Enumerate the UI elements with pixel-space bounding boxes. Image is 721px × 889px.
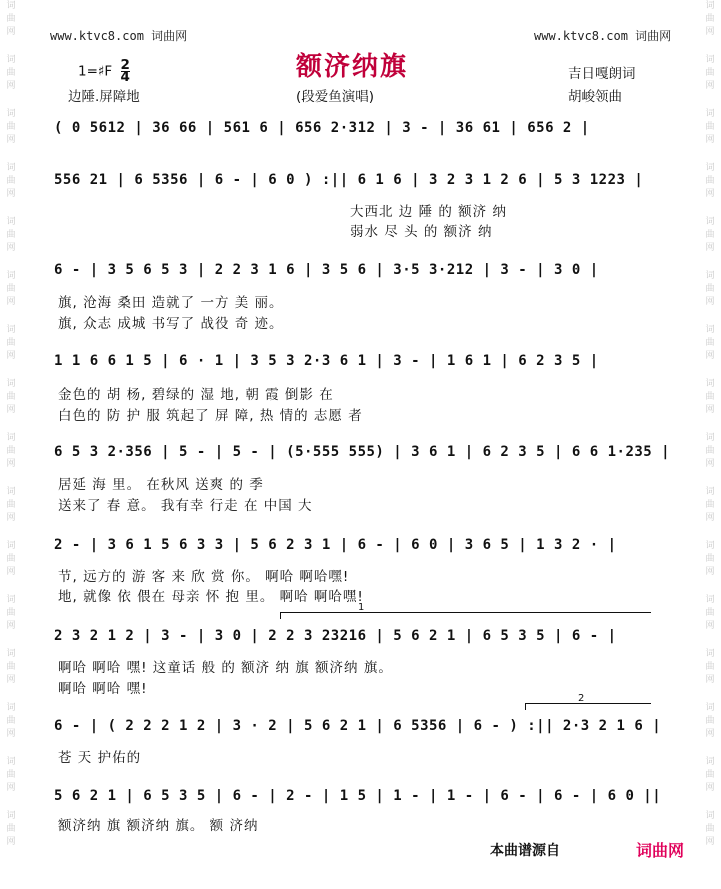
composer: 胡峻领曲 xyxy=(568,89,622,105)
watermark-glyph-group: 词 曲 网 xyxy=(6,163,16,199)
lyric-line-7a: 啊哈 啊哈 嘿! 这童话 般 的 额济 纳 旗 额济纳 旗。 xyxy=(58,660,393,676)
watermark-glyph-group: 词 曲 网 xyxy=(6,811,16,847)
watermark-glyph-group: 词 曲 网 xyxy=(705,595,715,631)
watermark-glyph-group: 词 曲 网 xyxy=(6,541,16,577)
region-label: 边陲.屏障地 xyxy=(68,89,140,105)
watermark-glyph-group: 词 曲 网 xyxy=(705,811,715,847)
lyric-line-7b: 啊哈 啊哈 嘿! xyxy=(58,681,148,697)
score-line-3: 6 - | 3 5 6 5 3 | 2 2 3 1 6 | 3 5 6 | 3·5 3·212 | 3 - | 3 0 | xyxy=(54,262,599,278)
watermark-glyph-group: 词 曲 网 xyxy=(705,379,715,415)
score-line-8: 6 - | ( 2 2 2 1 2 | 3 · 2 | 5 6 2 1 | 6 5356 | 6 - ) :|| 2·3 2 1 6 | xyxy=(54,718,662,734)
lyric-line-5b: 送来了 春 意。 我有幸 行走 在 中国 大 xyxy=(58,498,313,514)
score-line-1: ( 0 5612 | 36 66 | 561 6 | 656 2·312 | 3 - | 36 61 | 656 2 | xyxy=(54,120,590,136)
lyric-line-8a: 苍 天 护佑的 xyxy=(58,750,142,766)
watermark-glyph-group: 词 曲 网 xyxy=(705,163,715,199)
lyricist: 吉日嘎朗词 xyxy=(568,66,636,82)
watermark-glyph-group: 词 曲 网 xyxy=(705,1,715,37)
watermark-glyph-group: 词 曲 网 xyxy=(705,433,715,469)
watermark-glyph-group: 词 曲 网 xyxy=(705,325,715,361)
watermark-glyph-group: 词 曲 网 xyxy=(705,541,715,577)
watermark-glyph-group: 词 曲 网 xyxy=(6,55,16,91)
watermark-glyph-group: 词 曲 网 xyxy=(705,757,715,793)
watermark-glyph-group: 词 曲 网 xyxy=(705,271,715,307)
watermark-glyph-group: 词 曲 网 xyxy=(6,757,16,793)
site-link-right[interactable]: www.ktvc8.com 词曲网 xyxy=(534,29,672,43)
volta-1-label: 1 xyxy=(358,602,365,613)
score-line-4: 1 1 6 6 1 5 | 6 · 1 | 3 5 3 2·3 6 1 | 3 - | 1 6 1 | 6 2 3 5 | xyxy=(54,353,599,369)
watermark-glyph-group: 词 曲 网 xyxy=(705,649,715,685)
volta-2-bracket xyxy=(525,703,651,710)
score-line-6: 2 - | 3 6 1 5 6 3 3 | 5 6 2 3 1 | 6 - | 6 0 | 3 6 5 | 1 3 2 · | xyxy=(54,537,617,553)
watermark-glyph-group: 词 曲 网 xyxy=(6,433,16,469)
site-link-left[interactable]: www.ktvc8.com 词曲网 xyxy=(50,29,188,43)
watermark-glyph-group: 词 曲 网 xyxy=(6,595,16,631)
watermark-glyph-group: 词 曲 网 xyxy=(6,271,16,307)
watermark-glyph-group: 词 曲 网 xyxy=(6,217,16,253)
lyric-line-6a: 节, 远方的 游 客 来 欣 赏 你。 啊哈 啊哈嘿! xyxy=(58,569,350,585)
lyric-line-4a: 金色的 胡 杨, 碧绿的 湿 地, 朝 霞 倒影 在 xyxy=(58,387,334,403)
time-signature-top: 2 xyxy=(120,57,130,73)
lyric-line-2b: 弱水 尽 头 的 额济 纳 xyxy=(350,224,493,240)
score-line-2: 556 21 | 6 5356 | 6 - | 6 0 ) :|| 6 1 6 | 3 2 3 1 2 6 | 5 3 1223 | xyxy=(54,172,644,188)
lyric-line-3b: 旗, 众志 成城 书写了 战役 奇 迹。 xyxy=(58,316,284,332)
time-signature-bottom: 4 xyxy=(120,69,130,85)
lyric-line-6b: 地, 就像 依 偎在 母亲 怀 抱 里。 啊哈 啊哈嘿! xyxy=(58,589,364,605)
key-signature: 1=♯F $\frac{2}{4}$ xyxy=(78,57,130,85)
watermark-right xyxy=(701,0,719,889)
watermark-glyph-group: 词 曲 网 xyxy=(6,703,16,739)
lyric-line-9a: 额济纳 旗 额济纳 旗。 额 济纳 xyxy=(58,818,259,834)
watermark-glyph-group: 词 曲 网 xyxy=(705,487,715,523)
watermark-glyph-group: 词 曲 网 xyxy=(6,109,16,145)
watermark-glyph-group: 词 曲 网 xyxy=(6,379,16,415)
watermark-glyph-group: 词 曲 网 xyxy=(705,703,715,739)
lyric-line-2a: 大西北 边 陲 的 额济 纳 xyxy=(350,204,507,220)
watermark-left xyxy=(2,0,20,889)
site-logo[interactable]: 词曲网 xyxy=(636,841,685,860)
song-title: 额济纳旗 xyxy=(296,52,409,82)
watermark-glyph-group: 词 曲 网 xyxy=(705,55,715,91)
source-note: 本曲谱源自 xyxy=(490,843,560,859)
watermark-glyph-group: 词 曲 网 xyxy=(6,325,16,361)
score-line-9: 5 6 2 1 | 6 5 3 5 | 6 - | 2 - | 1 5 | 1 - | 1 - | 6 - | 6 - | 6 0 || xyxy=(54,788,662,804)
score-line-5: 6 5 3 2·356 | 5 - | 5 - | (5·555 555) | 3 6 1 | 6 2 3 5 | 6 6 1·235 | xyxy=(54,444,671,460)
lyric-line-3a: 旗, 沧海 桑田 造就了 一方 美 丽。 xyxy=(58,295,284,311)
watermark-glyph-group: 词 曲 网 xyxy=(6,649,16,685)
performer: (段爱鱼演唱) xyxy=(296,89,375,105)
volta-1-bracket xyxy=(280,612,651,619)
watermark-glyph-group: 词 曲 网 xyxy=(705,217,715,253)
watermark-glyph-group: 词 曲 网 xyxy=(705,109,715,145)
lyric-line-4b: 白色的 防 护 服 筑起了 屏 障, 热 情的 志愿 者 xyxy=(58,408,363,424)
volta-2-label: 2 xyxy=(578,693,585,704)
watermark-glyph-group: 词 曲 网 xyxy=(6,487,16,523)
lyric-line-5a: 居延 海 里。 在秋风 送爽 的 季 xyxy=(58,477,264,493)
score-line-7: 2 3 2 1 2 | 3 - | 3 0 | 2 2 3 23216 | 5 6 2 1 | 6 5 3 5 | 6 - | xyxy=(54,628,617,644)
watermark-glyph-group: 词 曲 网 xyxy=(6,1,16,37)
